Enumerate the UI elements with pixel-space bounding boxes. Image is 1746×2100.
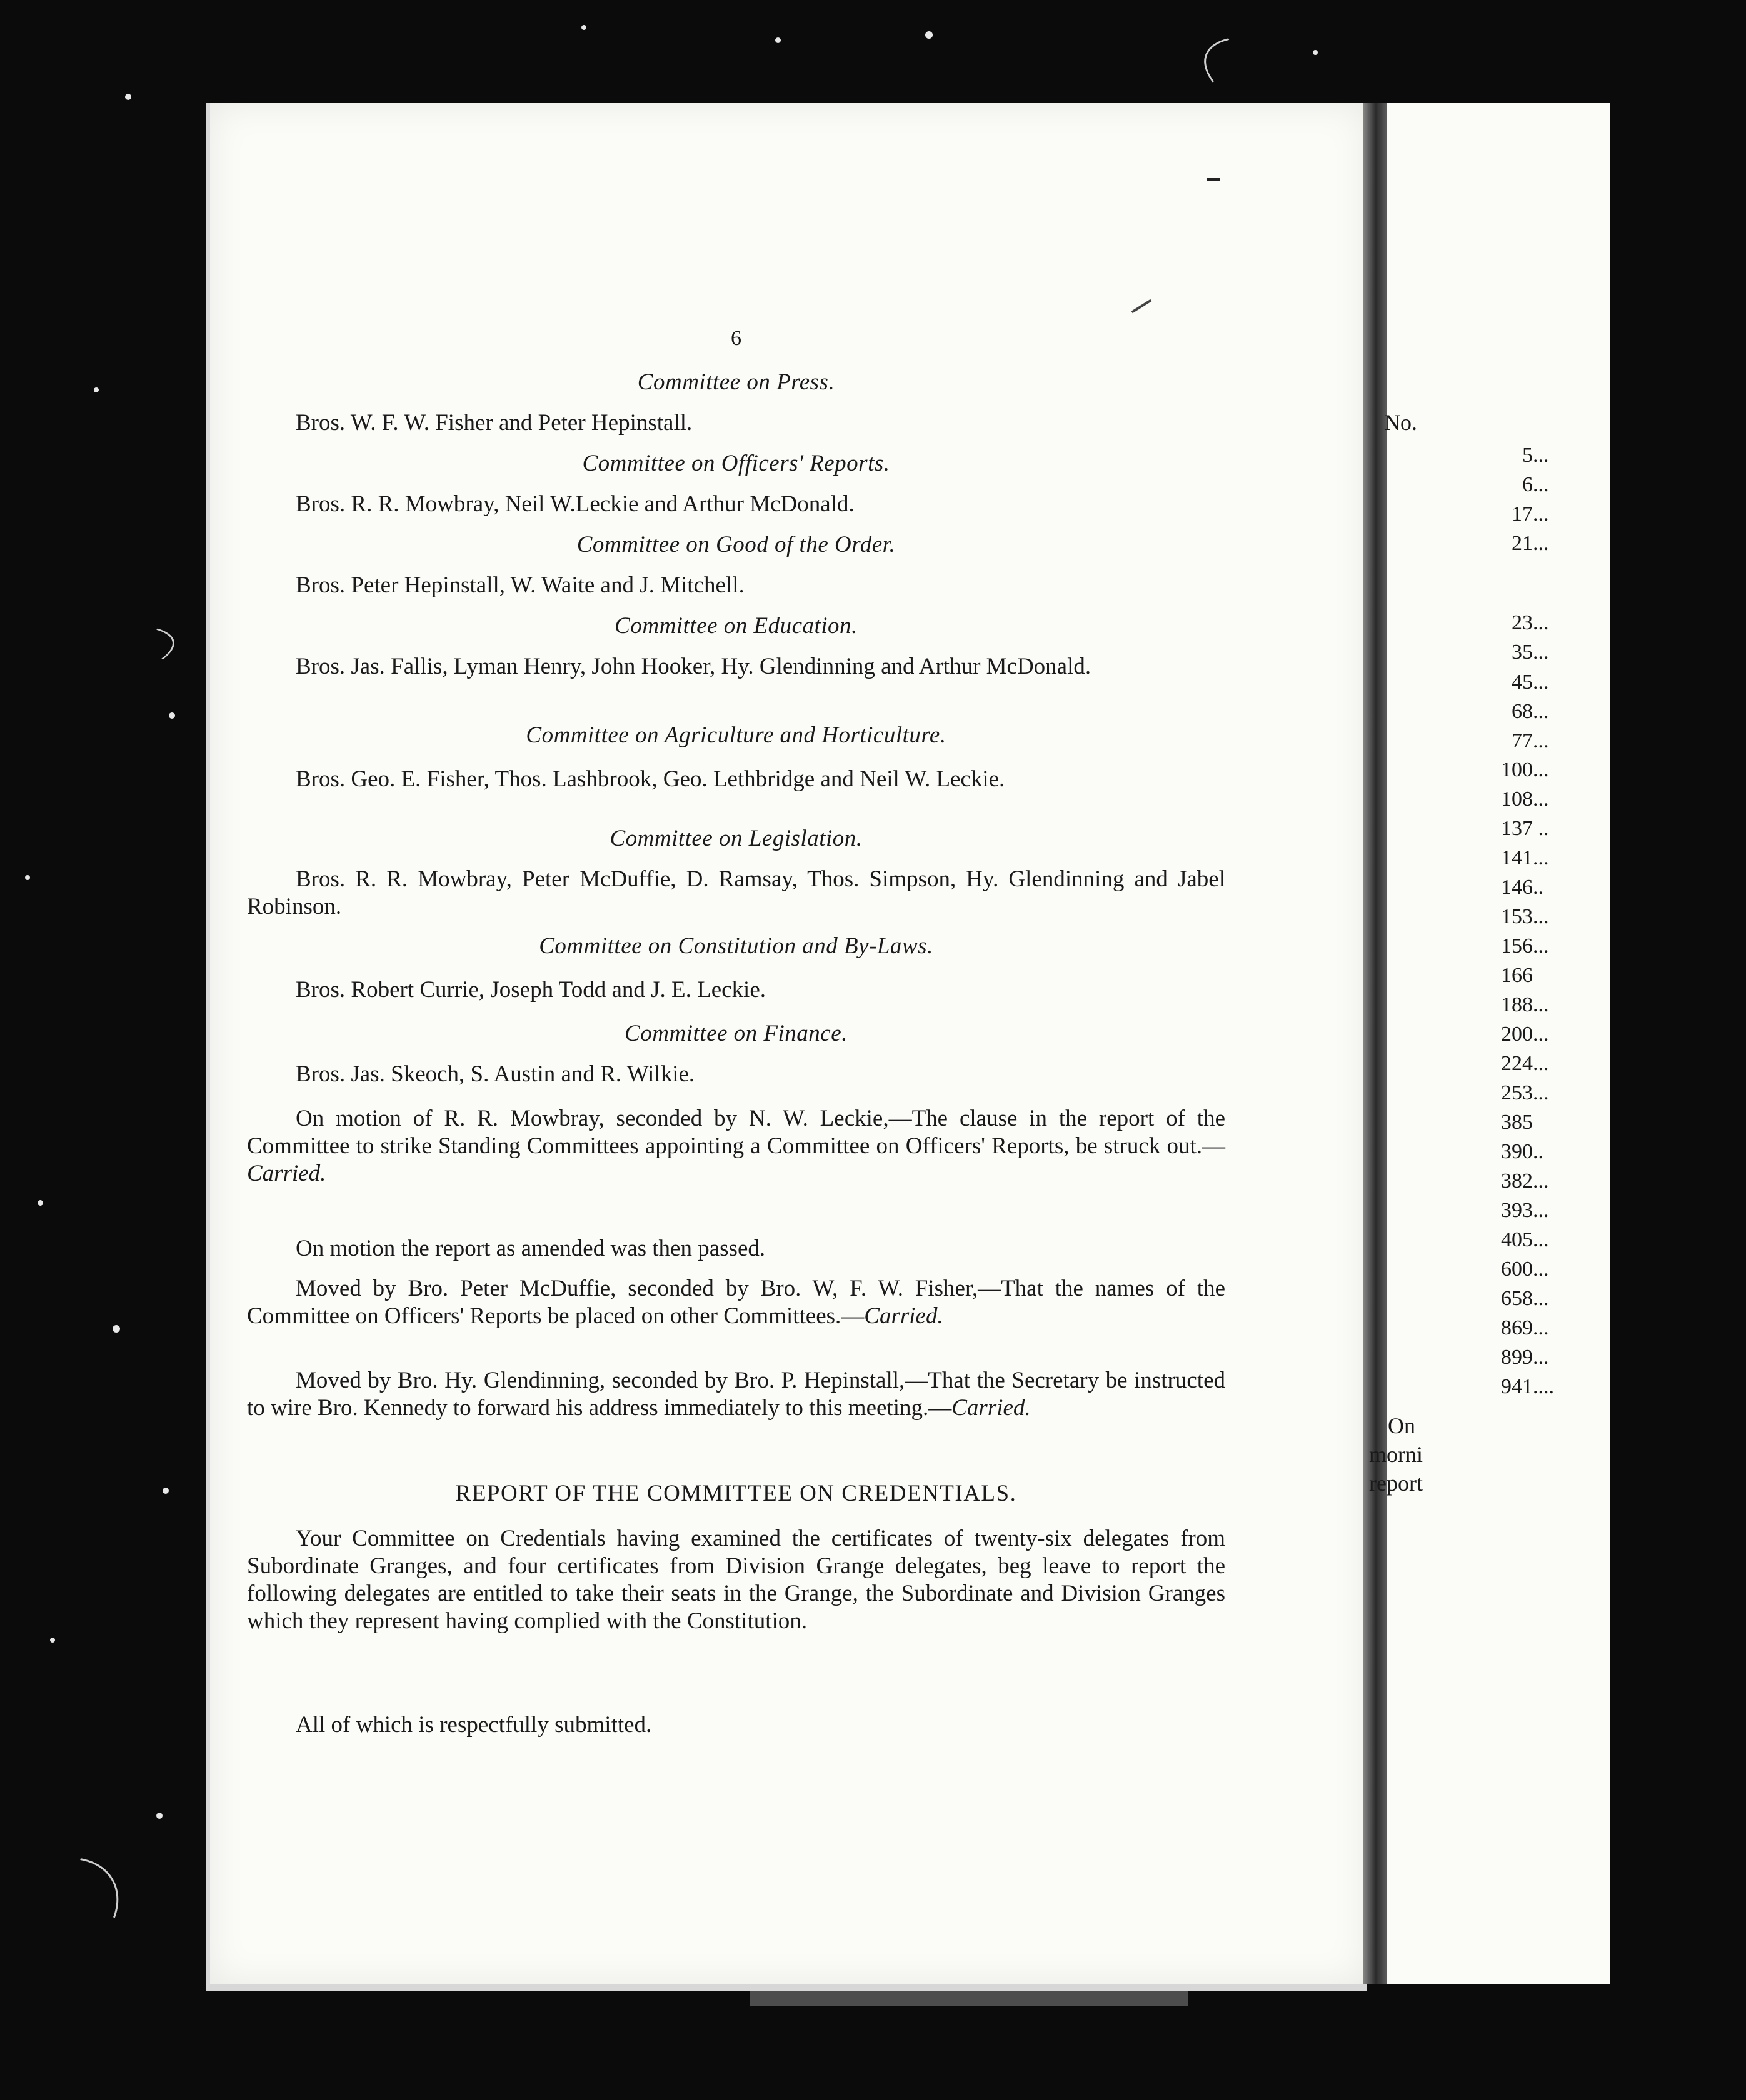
entry-number: 405... <box>1501 1228 1549 1251</box>
entry-number: 941.... <box>1501 1375 1554 1398</box>
page-gutter <box>1363 103 1387 1984</box>
entry-number: 100... <box>1501 758 1549 781</box>
entry-number: 6... <box>1522 473 1549 496</box>
stray-mark <box>1207 178 1220 181</box>
entry-number: 188... <box>1501 993 1549 1016</box>
motion-paragraph <box>247 1235 1225 1262</box>
entry-number: 658... <box>1501 1287 1549 1310</box>
footer-fragment: morni <box>1369 1442 1423 1467</box>
entry-number: 390.. <box>1501 1140 1543 1163</box>
motion-paragraph <box>247 1275 1225 1330</box>
entry-number: 108... <box>1501 788 1549 811</box>
section-body: Bros. R. R. Mowbray, Peter McDuffie, D. Ramsay, Thos. Simpson, Hy. Glendinning and Jabel Robinson. <box>247 866 1225 919</box>
right-page <box>1369 103 1610 1984</box>
section-heading: Committee on Agriculture and Horticulture. <box>526 722 946 748</box>
motion-text: Moved by Bro. Peter McDuffie, seconded by Bro. W, F. W. Fisher,—That the names of the Committee on Officers' Reports be placed on other Committees.— <box>247 1276 1225 1329</box>
carried-label: Carried. <box>247 1161 326 1186</box>
section-heading: Committee on Press. <box>637 369 835 395</box>
section-body: Bros. R. R. Mowbray, Neil W.Leckie and Arthur McDonald. <box>296 491 855 517</box>
motion-paragraph <box>247 1105 1225 1188</box>
entry-number: 146.. <box>1501 876 1543 899</box>
entry-number: 137 .. <box>1501 817 1549 840</box>
section-heading: Committee on Officers' Reports. <box>582 451 890 476</box>
motion-text: On motion of R. R. Mowbray, seconded by N. W. Leckie,—The clause in the report of the Committee to strike Standing Committees appointing a Committee on Officers' Reports, be struck out.— <box>247 1106 1225 1159</box>
entry-number: 382... <box>1501 1169 1549 1192</box>
section-heading: Committee on Constitution and By-Laws. <box>539 933 933 959</box>
entry-number: 45... <box>1512 671 1549 694</box>
entry-number: 23... <box>1512 611 1549 634</box>
section-heading: Committee on Good of the Order. <box>576 532 896 558</box>
entry-number: 899... <box>1501 1346 1549 1369</box>
section-body: Bros. Jas. Fallis, Lyman Henry, John Hooker, Hy. Glendinning and Arthur McDonald. <box>296 654 1091 679</box>
entry-number: 21... <box>1512 532 1549 555</box>
entry-number: 166 <box>1501 964 1533 987</box>
entry-number: 600... <box>1501 1258 1549 1281</box>
entry-number: 156... <box>1501 934 1549 958</box>
motion-text: Moved by Bro. Hy. Glendinning, seconded by Bro. P. Hepinstall,—That the Secretary be instructed to wire Bro. Kennedy to forward his address immediately to this meeting.— <box>247 1368 1225 1421</box>
section-body: Bros. Geo. E. Fisher, Thos. Lashbrook, Geo. Lethbridge and Neil W. Leckie. <box>296 766 1005 792</box>
entry-number: 17... <box>1512 502 1549 526</box>
scan-edge-strip <box>750 1991 1188 2006</box>
footer-fragment: On <box>1388 1413 1415 1438</box>
section-heading: Committee on Legislation. <box>610 826 863 851</box>
entry-number: 77... <box>1512 729 1549 752</box>
motion-paragraph <box>247 1367 1225 1422</box>
section-body: Bros. Peter Hepinstall, W. Waite and J. Mitchell. <box>296 572 745 598</box>
entry-number: 68... <box>1512 700 1549 723</box>
entry-number: 253... <box>1501 1081 1549 1104</box>
motion-text: On motion the report as amended was then passed. <box>296 1236 766 1261</box>
entry-number: 5... <box>1522 444 1549 467</box>
section-body: Bros. W. F. W. Fisher and Peter Hepinstall. <box>296 410 693 436</box>
right-page-header: No. <box>1384 410 1417 435</box>
entry-number: 224... <box>1501 1052 1549 1075</box>
entry-number: 200... <box>1501 1022 1549 1046</box>
section-body: Bros. Robert Currie, Joseph Todd and J. E. Leckie. <box>296 977 766 1002</box>
entry-number: 141... <box>1501 846 1549 869</box>
section-heading: Committee on Finance. <box>625 1021 848 1046</box>
page-number: 6 <box>731 327 741 350</box>
section-body: Bros. Jas. Skeoch, S. Austin and R. Wilkie. <box>296 1061 695 1087</box>
closing-line: All of which is respectfully submitted. <box>296 1712 652 1738</box>
section-heading: Committee on Education. <box>615 613 858 639</box>
entry-number: 153... <box>1501 905 1549 928</box>
report-body: Your Committee on Credentials having examined the certificates of twenty-six delegates from Subordinate Granges, and four certificates from Division Grange delegates, beg leave to report the following delegates are entitled to take their seats in the Grange, the Subordinate and Division Granges which they represent having complied with the Constitution. <box>247 1526 1225 1634</box>
carried-label: Carried. <box>951 1395 1031 1421</box>
entry-number: 385 <box>1501 1111 1533 1134</box>
entry-number: 869... <box>1501 1316 1549 1339</box>
carried-label: Carried. <box>864 1303 943 1329</box>
entry-number: 393... <box>1501 1199 1549 1222</box>
footer-fragment: report <box>1369 1471 1423 1496</box>
entry-number: 35... <box>1512 641 1549 664</box>
report-heading: REPORT OF THE COMMITTEE ON CREDENTIALS. <box>455 1481 1017 1506</box>
